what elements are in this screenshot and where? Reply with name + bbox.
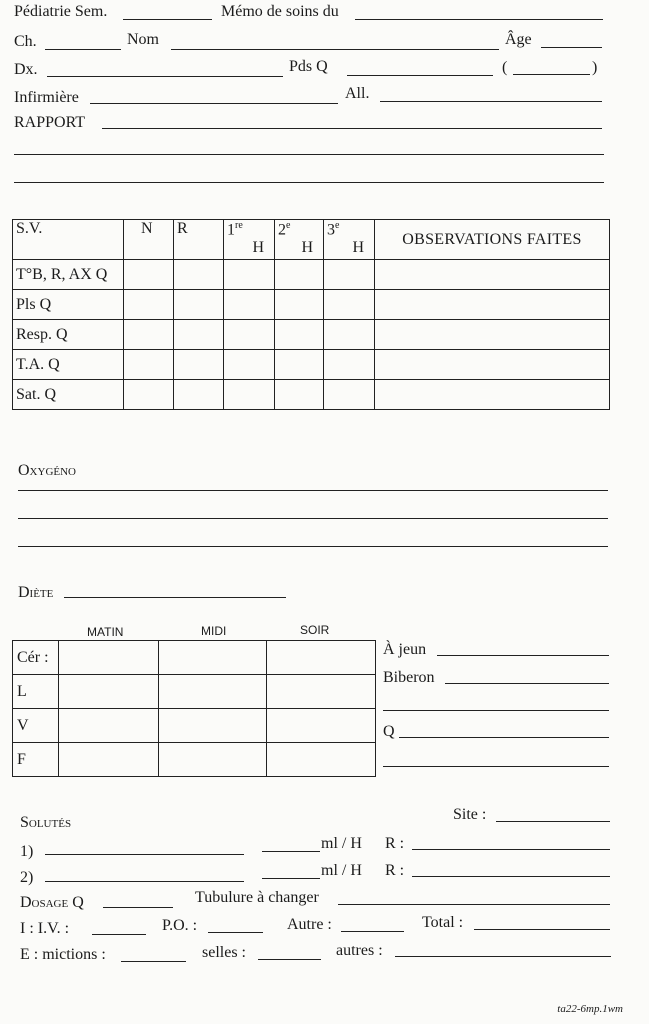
field-dx[interactable] [47,76,283,77]
field-total[interactable] [474,929,610,930]
field-rapport-line-3[interactable] [14,182,604,183]
field-pds-paren[interactable] [513,74,590,75]
header-3e-h: 3e H [324,220,375,260]
field-iv[interactable] [92,934,146,935]
vital-cell[interactable] [124,380,174,410]
diet-cell[interactable] [59,641,159,675]
field-autres[interactable] [395,956,611,957]
header-observations: OBSERVATIONS FAITES [375,220,610,260]
field-q-line-2[interactable] [383,766,609,767]
vital-cell[interactable] [174,260,224,290]
label-mictions: E : mictions : [20,946,106,963]
diet-cell[interactable] [267,641,376,675]
label-nom: Nom [127,31,159,48]
diet-row [13,641,376,675]
vital-observation-cell[interactable] [375,320,610,350]
field-solute-1-rate[interactable] [262,851,320,852]
vital-cell[interactable] [174,290,224,320]
label-pds-q: Pds Q [289,58,328,75]
vital-cell[interactable] [174,320,224,350]
vital-cell[interactable] [124,320,174,350]
vital-cell[interactable] [275,290,324,320]
diet-table [12,640,376,777]
vital-row [13,380,610,410]
label-r-1: R : [385,835,405,852]
vital-observation-cell[interactable] [375,350,610,380]
label-rapport: RAPPORT [14,114,86,131]
diet-cell[interactable] [267,675,376,709]
diet-cell[interactable] [159,675,267,709]
field-solute-2-rate[interactable] [262,878,320,879]
label-dosage-q: Dosage Q [20,894,84,911]
header-matin: MATIN [87,625,124,639]
field-tubulure[interactable] [338,904,610,905]
diet-cell[interactable] [159,743,267,777]
field-pediatrie-sem[interactable] [123,19,212,20]
vital-observation-cell[interactable] [375,380,610,410]
vital-cell[interactable] [224,260,275,290]
field-rapport-line-1[interactable] [102,128,602,129]
vital-cell[interactable] [275,320,324,350]
label-diete: Diète [18,584,54,601]
label-pediatrie-sem: Pédiatrie Sem. [14,3,108,20]
vital-cell[interactable] [224,320,275,350]
label-selles: selles : [202,944,246,961]
label-r-2: R : [385,862,405,879]
diet-row-label: L [13,675,59,709]
vital-row-label: T.A. Q [13,350,124,380]
vital-cell[interactable] [324,380,375,410]
label-ch: Ch. [14,33,37,50]
label-solute-2: 2) [20,869,34,886]
vital-row-label: Pls Q [13,290,124,320]
vital-cell[interactable] [275,350,324,380]
header-sv: S.V. [13,220,124,260]
label-autre: Autre : [287,916,332,933]
field-infirmiere[interactable] [90,103,338,104]
vital-cell[interactable] [275,380,324,410]
diet-row [13,709,376,743]
vital-row [13,260,610,290]
label-iv: I : I.V. : [20,920,70,937]
field-a-jeun[interactable] [437,655,609,656]
label-infirmiere: Infirmière [14,89,79,106]
label-dx: Dx. [14,61,38,78]
header-midi: MIDI [201,624,227,638]
diet-cell[interactable] [267,743,376,777]
label-all: All. [345,85,370,102]
field-oxygeno-line-1[interactable] [18,490,608,491]
vital-row-label: Resp. Q [13,320,124,350]
field-all[interactable] [380,101,602,102]
field-po[interactable] [208,932,263,933]
field-memo-date[interactable] [355,19,603,20]
field-r-2[interactable] [412,876,610,877]
form-code: ta22-6mp.1wm [557,1003,623,1015]
label-po: P.O. : [162,917,198,934]
vital-cell[interactable] [124,290,174,320]
label-memo-soins: Mémo de soins du [221,3,339,20]
vital-cell[interactable] [324,320,375,350]
vital-cell[interactable] [224,350,275,380]
label-autres: autres : [336,942,383,959]
label-ml-h-2: ml / H [321,862,362,879]
header-1re-h: 1re H [224,220,275,260]
vital-cell[interactable] [174,380,224,410]
label-solute-1: 1) [20,843,34,860]
field-nom[interactable] [171,49,499,50]
vital-cell[interactable] [124,350,174,380]
vital-row-label: T°B, R, AX Q [13,260,124,290]
vital-row [13,320,610,350]
vital-row-label: Sat. Q [13,380,124,410]
label-oxygeno: Oxygéno [18,462,76,479]
diet-row-label: F [13,743,59,777]
vital-row [13,350,610,380]
field-dosage-q[interactable] [103,907,173,908]
diet-row-label: V [13,709,59,743]
vital-cell[interactable] [275,260,324,290]
label-site: Site : [453,806,487,823]
field-site[interactable] [496,821,610,822]
vital-signs-header-row [13,220,610,260]
header-soir: SOIR [300,623,330,637]
header-n: N [124,220,174,260]
label-ml-h-1: ml / H [321,835,362,852]
field-mictions[interactable] [121,961,186,962]
vital-cell[interactable] [324,260,375,290]
label-q: Q [383,723,395,740]
diet-cell[interactable] [159,641,267,675]
diet-row [13,743,376,777]
diet-row-label: Cér : [13,641,59,675]
field-solute-1[interactable] [45,854,244,855]
diet-cell[interactable] [59,675,159,709]
field-age[interactable] [541,47,602,48]
field-solute-2[interactable] [45,881,244,882]
field-pds-q[interactable] [347,75,493,76]
diet-cell[interactable] [59,743,159,777]
field-diete[interactable] [64,597,286,598]
label-biberon: Biberon [383,669,435,686]
vital-observation-cell[interactable] [375,260,610,290]
vital-cell[interactable] [324,350,375,380]
field-biberon-line-2[interactable] [383,710,609,711]
paren-open: ( [502,59,508,76]
vital-observation-cell[interactable] [375,290,610,320]
label-solutes: Solutés [20,814,72,831]
vital-row [13,290,610,320]
field-oxygeno-line-2[interactable] [18,518,608,519]
field-q[interactable] [399,737,609,738]
vital-cell[interactable] [224,290,275,320]
diet-row [13,675,376,709]
field-selles[interactable] [258,959,321,960]
label-age: Âge [505,31,532,48]
label-a-jeun: À jeun [383,641,427,658]
label-total: Total : [422,914,464,931]
vital-cell[interactable] [324,290,375,320]
diet-cell[interactable] [267,709,376,743]
vital-signs-table [12,219,610,410]
diet-cell[interactable] [59,709,159,743]
field-ch[interactable] [45,49,121,50]
paren-close: ) [592,59,598,76]
field-biberon[interactable] [445,683,609,684]
field-r-1[interactable] [412,849,610,850]
field-rapport-line-2[interactable] [14,154,604,155]
header-r: R [174,220,224,260]
vital-cell[interactable] [224,380,275,410]
field-autre[interactable] [341,931,404,932]
label-tubulure: Tubulure à changer [195,889,319,906]
header-2e-h: 2e H [275,220,324,260]
vital-cell[interactable] [124,260,174,290]
diet-cell[interactable] [159,709,267,743]
field-oxygeno-line-3[interactable] [18,546,608,547]
vital-cell[interactable] [174,350,224,380]
